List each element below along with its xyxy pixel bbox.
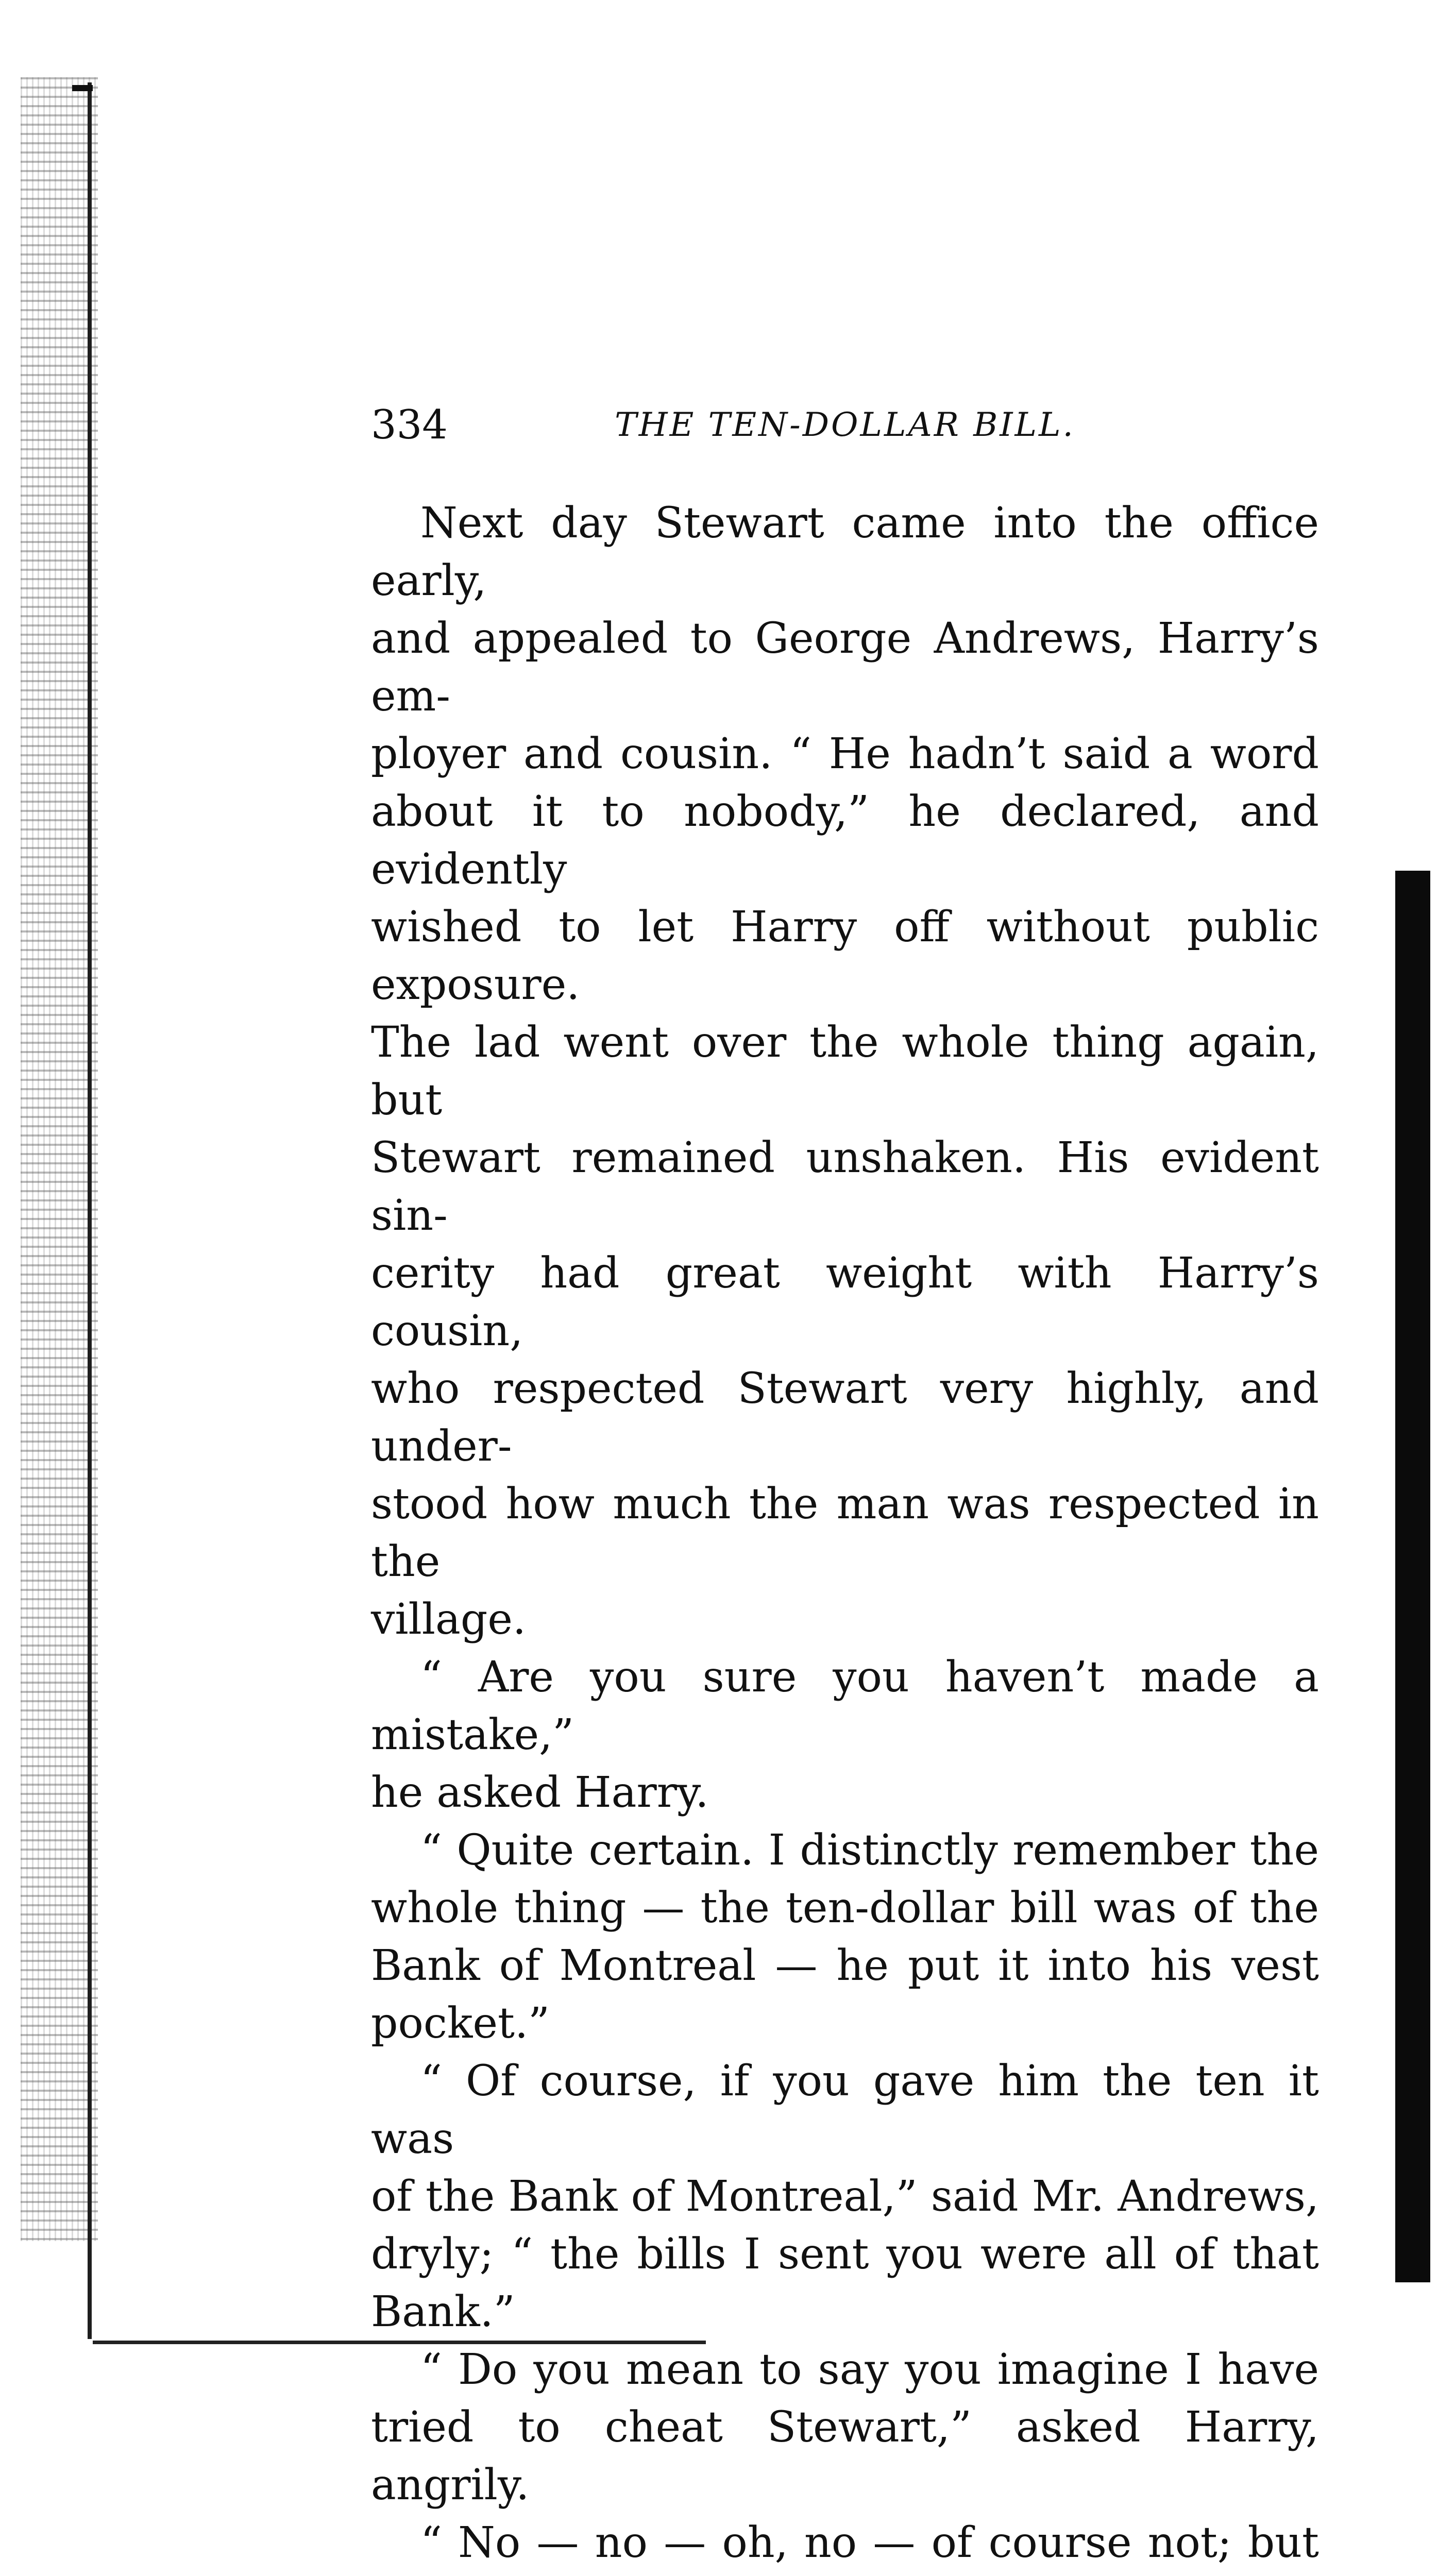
running-title: THE TEN-DOLLAR BILL. <box>615 406 1075 444</box>
text-line: “ Of course, if you gave him the ten it was <box>371 2057 1319 2163</box>
text-line: The lad went over the whole thing again, but <box>371 1018 1319 1125</box>
right-edge-bar <box>1395 871 1430 2282</box>
text-line: of the Bank of Montreal,” said Mr. Andrews, <box>371 2172 1319 2221</box>
text-line: Next day Stewart came into the office early, <box>371 499 1319 605</box>
text-line: tried to cheat Stewart,” asked Harry, angrily. <box>371 2403 1319 2510</box>
text-line: pocket.” <box>371 1999 550 2048</box>
text-line: and appealed to George Andrews, Harry’s em- <box>371 614 1319 721</box>
text-line: village. <box>371 1595 526 1644</box>
text-line: dryly; “ the bills I sent you were all of that <box>371 2230 1319 2279</box>
text-line: ployer and cousin. “ He hadn’t said a word <box>371 730 1319 778</box>
text-line: he asked Harry. <box>371 1768 709 1817</box>
page-header <box>371 397 1319 453</box>
text-line: cerity had great weight with Harry’s cousin, <box>371 1249 1319 1355</box>
text-line: who respected Stewart very highly, and under- <box>371 1364 1319 1471</box>
text-line <box>371 2572 1319 2576</box>
page-number: 334 <box>371 402 448 448</box>
text-line: “ Do you mean to say you imagine I have <box>420 2345 1319 2394</box>
text-line: Stewart remained unshaken. His evident sin- <box>371 1133 1319 1240</box>
text-line: “ Quite certain. I distinctly remember the <box>420 1826 1319 1875</box>
text-line: about it to nobody,” he declared, and evidently <box>371 787 1319 894</box>
scanned-gutter <box>21 77 98 2241</box>
text-line: whole thing — the ten-dollar bill was of the <box>371 1884 1319 1933</box>
text-line: wished to let Harry off without public exposure. <box>371 903 1319 1009</box>
text-line: “ No — no — oh, no — of course not; but <box>420 2518 1319 2567</box>
text-line: Bank of Montreal — he put it into his vest <box>371 1941 1319 1990</box>
text-line: stood how much the man was respected in the <box>371 1480 1319 1586</box>
left-edge-rule <box>88 82 92 2339</box>
text-line: Bank.” <box>371 2287 515 2336</box>
body-text <box>371 495 1319 2576</box>
top-edge-mark <box>72 85 93 91</box>
text-line: “ Are you sure you haven’t made a mistake,” <box>371 1653 1319 1759</box>
